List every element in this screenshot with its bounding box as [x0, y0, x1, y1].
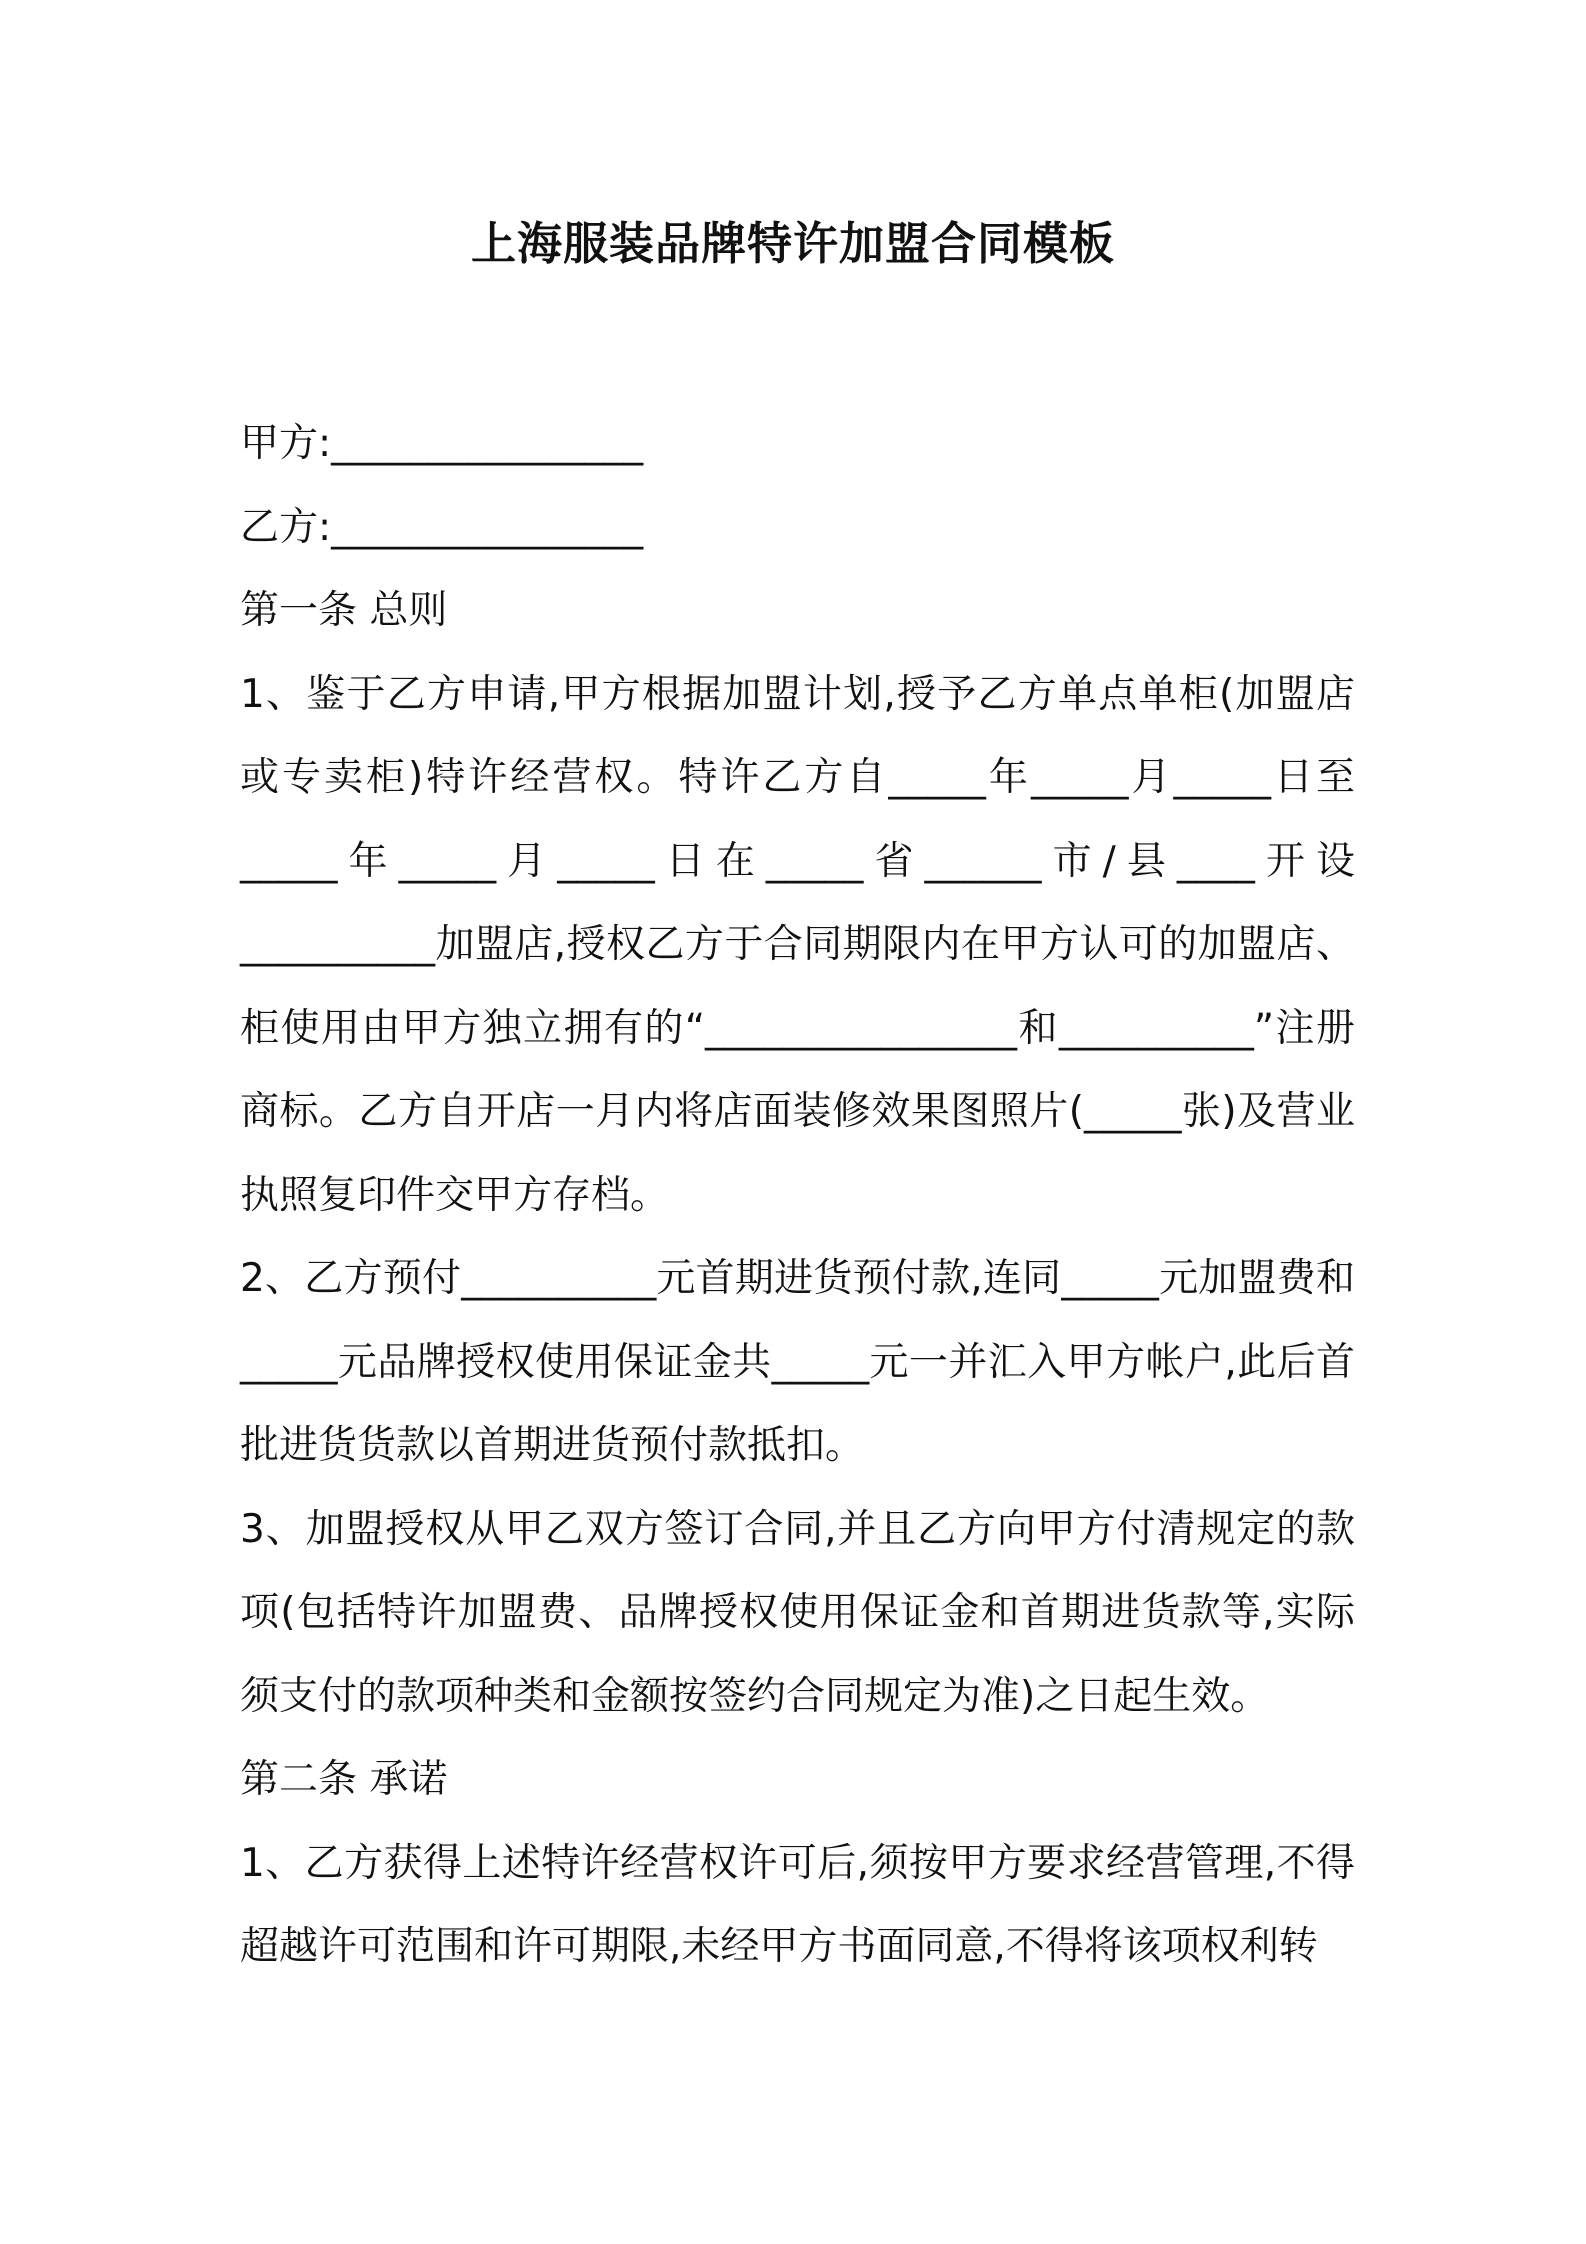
document-body	[240, 402, 1355, 1989]
article-2-heading: 第二条 承诺	[240, 1757, 448, 1802]
party-b-line: 乙方:________________	[240, 504, 644, 550]
party-a-line: 甲方:________________	[240, 421, 644, 466]
article-1-clause-3: 3、加盟授权从甲乙双方签订合同,并且乙方向甲方付清规定的款项(包括特许加盟费、品牌授权使用保证金和首期进货款等,实际须支付的款项种类和金额按签约合同规定为准)之日起生效。	[240, 1506, 1355, 1719]
article-2-clause-1: 1、乙方获得上述特许经营权许可后,须按甲方要求经营管理,不得超越许可范围和许可期限,未经甲方书面同意,不得将该项权利转	[240, 1840, 1355, 1969]
article-1-clause-1: 1、鉴于乙方申请,甲方根据加盟计划,授予乙方单点单柜(加盟店或专卖柜)特许经营权。特许乙方自_____年_____月_____日至_____年_____月_____日在_____省______市/县____开设__________加盟店,授权乙方于合同期限内在甲方认可的加盟店、柜使用由甲方独立拥有的“________________和__________”注册商标。乙方自开店一月内将店面装修效果图照片(_____张)及营业执照复印件交甲方存档。	[240, 671, 1355, 1218]
document-title: 上海服装品牌特许加盟合同模板	[470, 217, 1115, 270]
article-1-clause-2: 2、乙方预付__________元首期进货预付款,连同_____元加盟费和_____元品牌授权使用保证金共_____元一并汇入甲方帐户,此后首批进货货款以首期进货预付款抵扣。	[240, 1256, 1355, 1468]
article-1-heading: 第一条 总则	[240, 588, 448, 633]
